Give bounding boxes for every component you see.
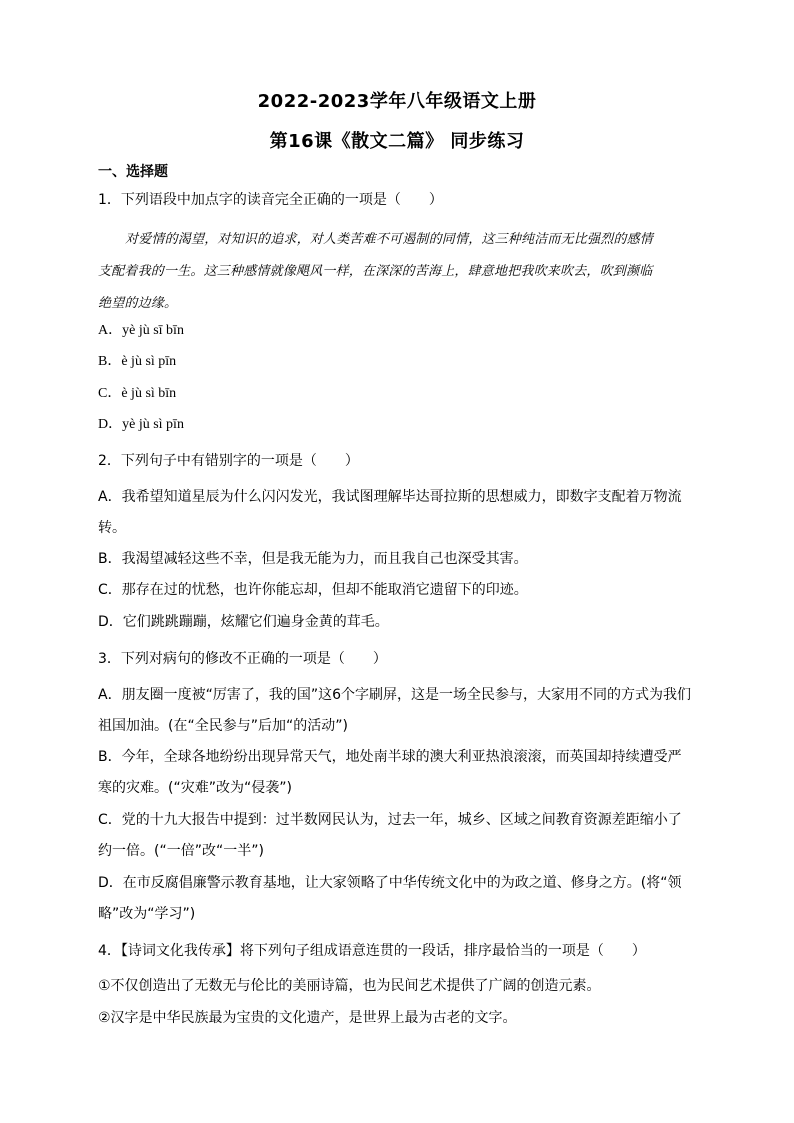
question-1-passage-line: 支配着我的一生。这三种感情就像飓风一样，在深深的苦海上，肆意地把我吹来吹去，吹到濒临 xyxy=(98,264,653,279)
question-3-option-c: C．党的十九大报告中提到：过半数网民认为，过去一年，城乡、区域之间教育资源差距缩小了 xyxy=(98,812,682,828)
question-1-stem: 1．下列语段中加点字的读音完全正确的一项是（ ） xyxy=(98,192,443,208)
question-3-option-a: A．朋友圈一度被“厉害了，我的国”这6个字刷屏，这是一场全民参与，大家用不同的方式为我们 xyxy=(98,687,691,703)
question-3-option-b: B．今年，全球各地纷纷出现异常天气，地处南半球的澳大利亚热浪滚滚，而英国却持续遭受严 xyxy=(98,749,682,765)
question-3-option-d: D．在市反腐倡廉警示教育基地，让大家领略了中华传统文化中的为政之道、修身之方。(将“领 xyxy=(98,875,682,891)
question-1-option-b: B．è jù sì pīn xyxy=(98,354,177,369)
question-4-sentence-1: ①不仅创造出了无数无与伦比的美丽诗篇，也为民间艺术提供了广阔的创造元素。 xyxy=(98,978,601,994)
question-3-option-b-cont: 寒的灾难。(“灾难”改为“侵袭”) xyxy=(98,780,292,796)
document-subtitle: 第16课《散文二篇》 同步练习 xyxy=(269,131,525,152)
question-2-option-a-cont: 转。 xyxy=(98,520,126,536)
question-1-option-c: C．è jù sì bīn xyxy=(98,386,177,401)
question-2-option-b: B．我渴望减轻这些不幸，但是我无能为力，而且我自己也深受其害。 xyxy=(98,551,528,567)
question-3-option-d-cont: 略”改为“学习”) xyxy=(98,906,196,922)
question-1-option-a: A．yè jù sī bīn xyxy=(98,323,184,338)
question-4-sentence-2: ②汉字是中华民族最为宝贵的文化遗产，是世界上最为古老的文字。 xyxy=(98,1010,517,1026)
section-heading: 一、选择题 xyxy=(98,164,168,180)
question-3-stem: 3．下列对病句的修改不正确的一项是（ ） xyxy=(98,651,387,667)
question-2-option-d: D．它们跳跳蹦蹦，炫耀它们遍身金黄的茸毛。 xyxy=(98,614,389,630)
question-1-option-d: D．yè jù sì pīn xyxy=(98,417,184,432)
question-2-option-a: A．我希望知道星辰为什么闪闪发光，我试图理解毕达哥拉斯的思想威力，即数字支配着万物流 xyxy=(98,489,682,505)
question-1-passage-line: 对爱情的渴望，对知识的追求，对人类苦难不可遏制的同情，这三种纯洁而无比强烈的感情 xyxy=(125,232,654,247)
question-3-option-a-cont: 祖国加油。(在“全民参与”后加“的活动”) xyxy=(98,718,348,734)
document-title: 2022-2023学年八年级语文上册 xyxy=(257,91,537,112)
question-4-stem: 4．【诗词文化我传承】将下列句子组成语意连贯的一段话，排序最恰当的一项是（ ） xyxy=(98,943,646,959)
question-3-option-c-cont: 约一倍。(“一倍”改“一半”) xyxy=(98,843,264,859)
question-1-passage-line: 绝望的边缘。 xyxy=(98,296,178,311)
question-2-stem: 2．下列句子中有错别字的一项是（ ） xyxy=(98,453,359,469)
question-2-option-c: C．那存在过的忧愁，也许你能忘却，但却不能取消它遗留下的印迹。 xyxy=(98,582,528,598)
